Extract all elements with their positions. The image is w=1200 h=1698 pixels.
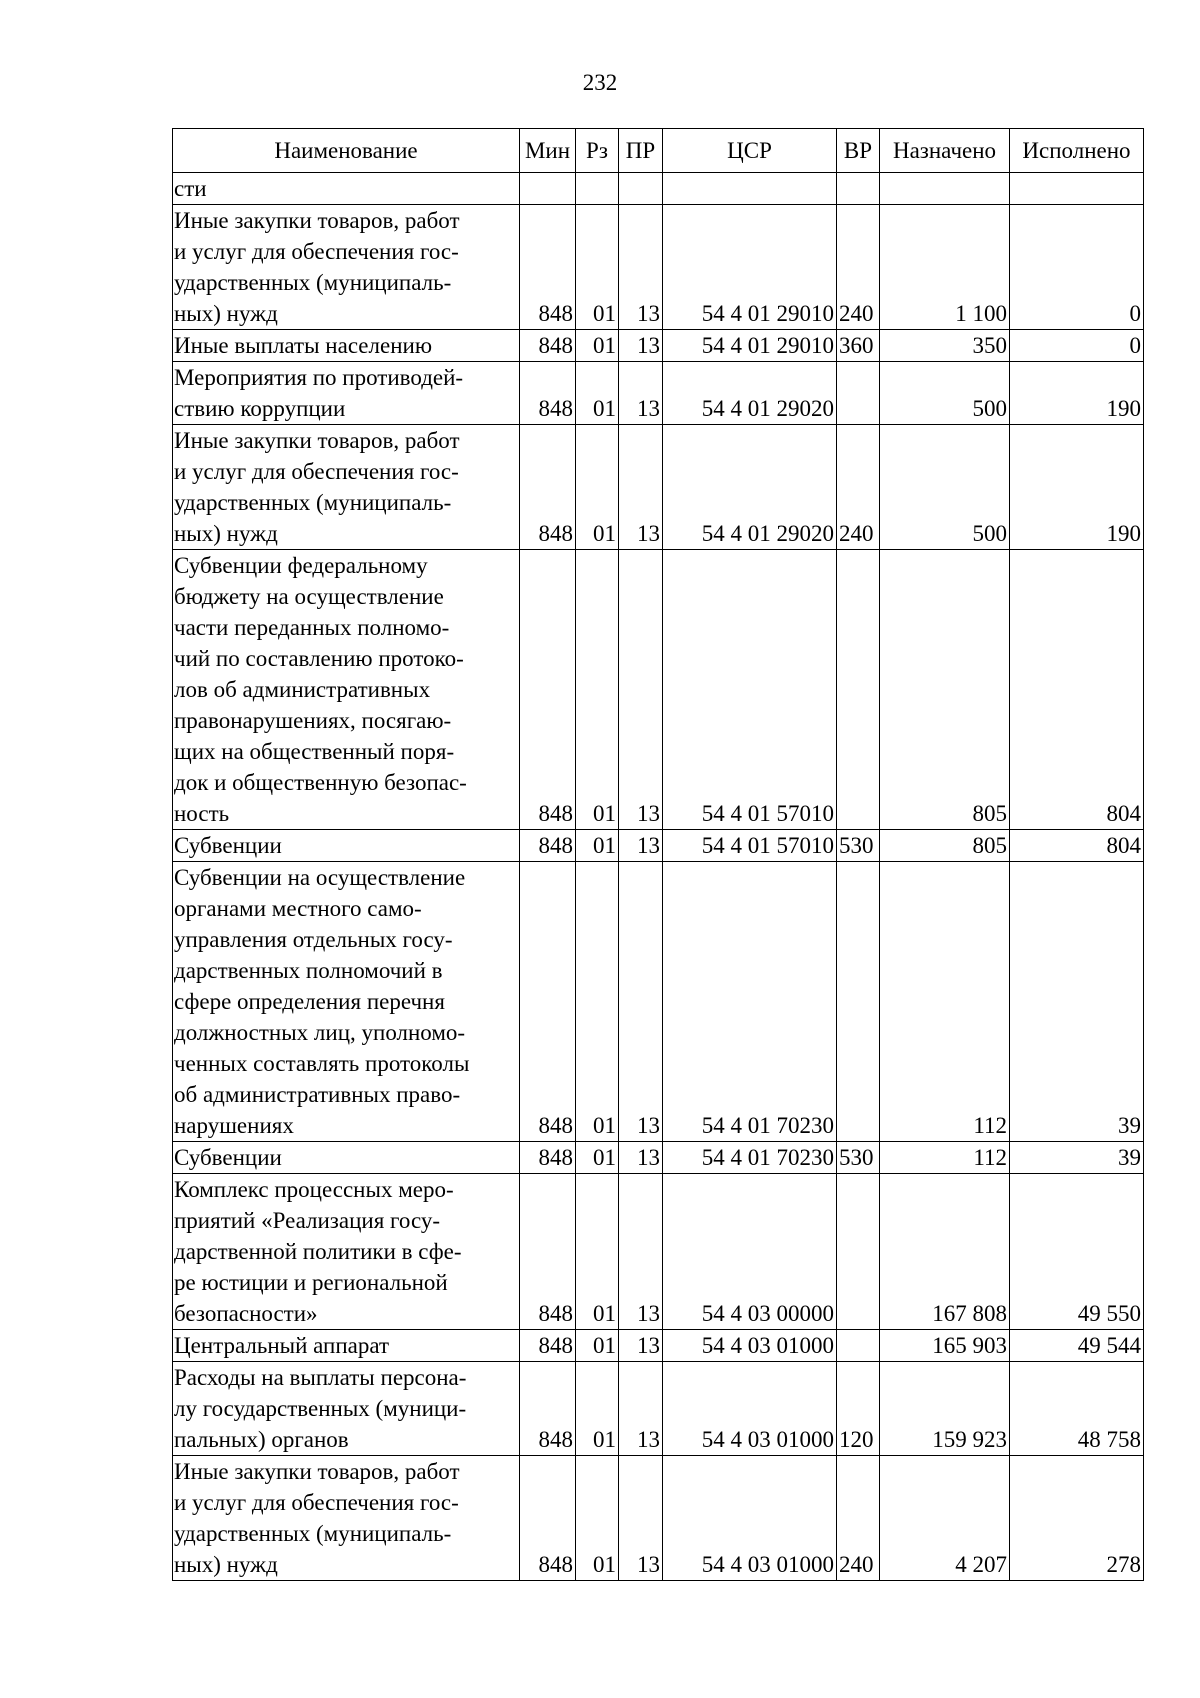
- cell-pr: 13: [619, 1174, 663, 1330]
- table-row: [173, 1456, 1144, 1581]
- cell-min: 848: [520, 425, 576, 550]
- cell-rz: 01: [576, 550, 619, 830]
- cell-vr: [837, 550, 880, 830]
- cell-name: Центральный аппарат: [173, 1330, 520, 1362]
- cell-pr: 13: [619, 862, 663, 1142]
- cell-executed: 804: [1010, 550, 1144, 830]
- cell-min: 848: [520, 550, 576, 830]
- cell-name: Иные закупки товаров, работ и услуг для обеспечения гос- ударственных (муниципаль- ных) нужд: [173, 205, 520, 330]
- table-row: [173, 862, 1144, 1142]
- cell-name: Субвенции федеральному бюджету на осуществление части переданных полномо- чий по составлению протоко- лов об административных правонарушениях, посягаю- щих на общественный поря- док и общественную безопас- ность: [173, 550, 520, 830]
- cell-assigned: 159 923: [880, 1362, 1010, 1456]
- cell-csr: 54 4 03 00000: [663, 1174, 837, 1330]
- cell-vr: 120: [837, 1362, 880, 1456]
- cell-rz: [576, 173, 619, 205]
- cell-vr: 240: [837, 205, 880, 330]
- cell-rz: 01: [576, 1142, 619, 1174]
- cell-rz: 01: [576, 425, 619, 550]
- cell-assigned: 350: [880, 330, 1010, 362]
- cell-pr: 13: [619, 362, 663, 425]
- cell-assigned: 500: [880, 362, 1010, 425]
- cell-executed: 0: [1010, 330, 1144, 362]
- cell-min: 848: [520, 830, 576, 862]
- cell-name: Субвенции на осуществление органами местного само- управления отдельных госу- дарственных полномочий в сфере определения перечня должностных лиц, уполномо- ченных составлять протоколы об административных право- нарушениях: [173, 862, 520, 1142]
- table-header-row: [173, 129, 1144, 173]
- cell-rz: 01: [576, 1330, 619, 1362]
- cell-csr: 54 4 01 29020: [663, 425, 837, 550]
- cell-executed: 39: [1010, 1142, 1144, 1174]
- header-min: Мин: [520, 129, 576, 173]
- cell-executed: 49 544: [1010, 1330, 1144, 1362]
- cell-min: 848: [520, 862, 576, 1142]
- table-row: [173, 550, 1144, 830]
- cell-rz: 01: [576, 1456, 619, 1581]
- cell-vr: 360: [837, 330, 880, 362]
- cell-rz: 01: [576, 330, 619, 362]
- cell-pr: 13: [619, 1330, 663, 1362]
- cell-csr: 54 4 03 01000: [663, 1362, 837, 1456]
- cell-csr: 54 4 03 01000: [663, 1330, 837, 1362]
- cell-vr: [837, 1174, 880, 1330]
- cell-rz: 01: [576, 362, 619, 425]
- header-assigned: Назначено: [880, 129, 1010, 173]
- header-executed: Исполнено: [1010, 129, 1144, 173]
- cell-csr: 54 4 01 29010: [663, 205, 837, 330]
- cell-executed: [1010, 173, 1144, 205]
- cell-name: Субвенции: [173, 830, 520, 862]
- cell-assigned: 805: [880, 550, 1010, 830]
- cell-min: 848: [520, 1174, 576, 1330]
- cell-name: Мероприятия по противодей- ствию коррупции: [173, 362, 520, 425]
- cell-vr: 240: [837, 1456, 880, 1581]
- cell-vr: [837, 173, 880, 205]
- cell-assigned: 1 100: [880, 205, 1010, 330]
- cell-min: 848: [520, 1456, 576, 1581]
- table-row: [173, 1142, 1144, 1174]
- table-row: [173, 1362, 1144, 1456]
- cell-csr: 54 4 03 01000: [663, 1456, 837, 1581]
- cell-vr: 530: [837, 1142, 880, 1174]
- cell-executed: 190: [1010, 425, 1144, 550]
- table-row: [173, 1330, 1144, 1362]
- table-row: [173, 830, 1144, 862]
- header-csr: ЦСР: [663, 129, 837, 173]
- cell-executed: 0: [1010, 205, 1144, 330]
- table-row: [173, 330, 1144, 362]
- cell-name: Иные закупки товаров, работ и услуг для обеспечения гос- ударственных (муниципаль- ных) нужд: [173, 1456, 520, 1581]
- cell-assigned: 167 808: [880, 1174, 1010, 1330]
- cell-name: Расходы на выплаты персона- лу государственных (муници- пальных) органов: [173, 1362, 520, 1456]
- cell-vr: [837, 362, 880, 425]
- cell-vr: [837, 1330, 880, 1362]
- cell-min: 848: [520, 330, 576, 362]
- cell-csr: 54 4 01 70230: [663, 862, 837, 1142]
- cell-csr: 54 4 01 29010: [663, 330, 837, 362]
- cell-executed: 39: [1010, 862, 1144, 1142]
- cell-pr: 13: [619, 1142, 663, 1174]
- cell-vr: 530: [837, 830, 880, 862]
- cell-min: 848: [520, 1142, 576, 1174]
- header-pr: ПР: [619, 129, 663, 173]
- cell-pr: 13: [619, 550, 663, 830]
- cell-rz: 01: [576, 1362, 619, 1456]
- cell-csr: 54 4 01 57010: [663, 550, 837, 830]
- header-vr: ВР: [837, 129, 880, 173]
- header-rz: Рз: [576, 129, 619, 173]
- cell-executed: 278: [1010, 1456, 1144, 1581]
- table-row: [173, 362, 1144, 425]
- cell-vr: 240: [837, 425, 880, 550]
- cell-pr: 13: [619, 205, 663, 330]
- cell-executed: 190: [1010, 362, 1144, 425]
- cell-name: Иные выплаты населению: [173, 330, 520, 362]
- cell-executed: 804: [1010, 830, 1144, 862]
- cell-pr: 13: [619, 425, 663, 550]
- cell-rz: 01: [576, 830, 619, 862]
- cell-name: Субвенции: [173, 1142, 520, 1174]
- cell-executed: 48 758: [1010, 1362, 1144, 1456]
- cell-csr: 54 4 01 57010: [663, 830, 837, 862]
- cell-csr: 54 4 01 29020: [663, 362, 837, 425]
- cell-csr: 54 4 01 70230: [663, 1142, 837, 1174]
- cell-pr: 13: [619, 1456, 663, 1581]
- cell-assigned: [880, 173, 1010, 205]
- cell-rz: 01: [576, 205, 619, 330]
- cell-assigned: 112: [880, 1142, 1010, 1174]
- cell-assigned: 165 903: [880, 1330, 1010, 1362]
- cell-assigned: 4 207: [880, 1456, 1010, 1581]
- page-number: 232: [582, 70, 618, 95]
- budget-table: [172, 128, 1144, 1581]
- table-row: [173, 1174, 1144, 1330]
- cell-assigned: 805: [880, 830, 1010, 862]
- cell-name: Комплекс процессных меро- приятий «Реализация госу- дарственной политики в сфе- ре юстиции и региональной безопасности»: [173, 1174, 520, 1330]
- cell-assigned: 112: [880, 862, 1010, 1142]
- cell-executed: 49 550: [1010, 1174, 1144, 1330]
- table-row: [173, 173, 1144, 205]
- cell-assigned: 500: [880, 425, 1010, 550]
- cell-pr: [619, 173, 663, 205]
- cell-name: сти: [173, 173, 520, 205]
- cell-name: Иные закупки товаров, работ и услуг для обеспечения гос- ударственных (муниципаль- ных) нужд: [173, 425, 520, 550]
- header-name: Наименование: [173, 129, 520, 173]
- cell-rz: 01: [576, 862, 619, 1142]
- cell-min: [520, 173, 576, 205]
- cell-min: 848: [520, 205, 576, 330]
- cell-min: 848: [520, 362, 576, 425]
- cell-pr: 13: [619, 330, 663, 362]
- cell-pr: 13: [619, 1362, 663, 1456]
- table-body: [173, 173, 1144, 1581]
- table-row: [173, 205, 1144, 330]
- cell-pr: 13: [619, 830, 663, 862]
- cell-min: 848: [520, 1362, 576, 1456]
- cell-min: 848: [520, 1330, 576, 1362]
- cell-csr: [663, 173, 837, 205]
- cell-rz: 01: [576, 1174, 619, 1330]
- table-row: [173, 425, 1144, 550]
- cell-vr: [837, 862, 880, 1142]
